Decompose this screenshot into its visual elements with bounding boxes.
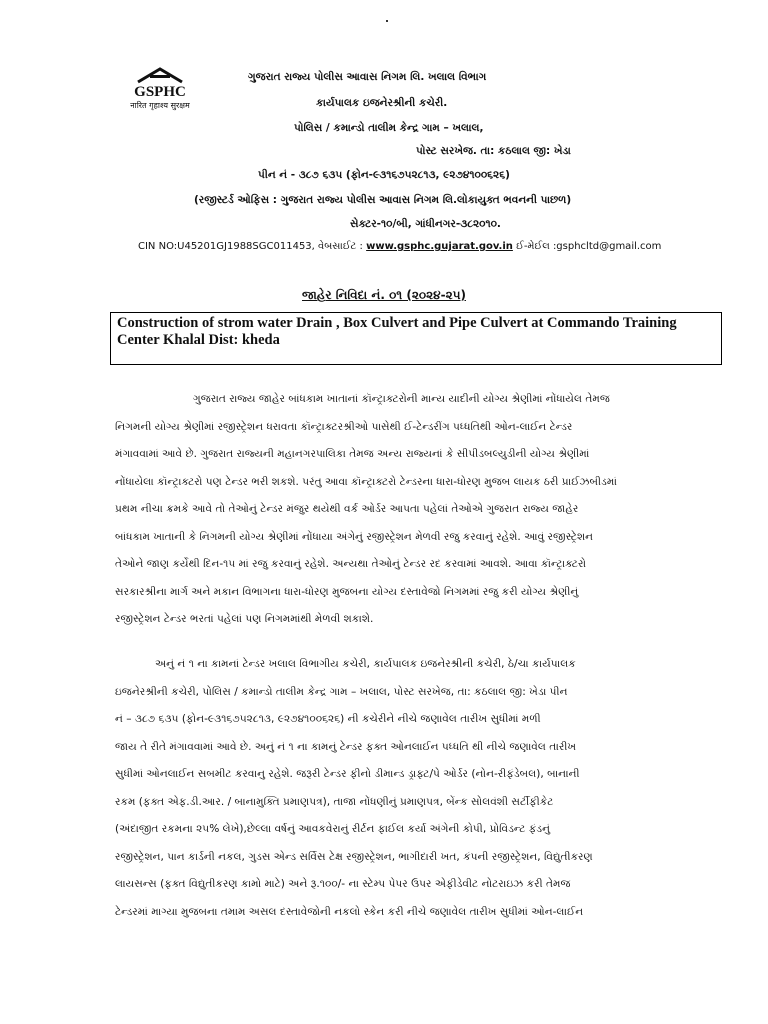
paragraph-line: બાંધકામ ખાતાની કે નિગમની યોગ્ય શ્રેણીમાં નોંધાયા અંગેનું રજીસ્ટ્રેશન મેળવી રજુ કરવાનું રહેશે. આવું રજીસ્ટ્રેશન [115,530,594,543]
gsphc-logo [112,66,208,114]
work-title-box [110,312,722,365]
paragraph-line: નિગમની યોગ્ય શ્રેણીમાં રજીસ્ટ્રેશન ધરાવતા કૉન્ટ્રાક્ટરશ્રીઓ પાસેથી ઈ-ટેન્ડરીંગ પધ્ધતિથી ઓન-લાઈન ટેન્ડર [115,420,573,433]
paragraph-line: ઇજનેરશ્રીની કચેરી, પોલિસ / કમાન્ડો તાલીમ કેન્દ્ર ગામ – ખલાલ, પોસ્ટ સરખેજ, તા: કઠલાલ જી: ખેડા પીન [115,685,568,698]
cin-line [138,241,661,252]
page-dot [386,20,388,22]
paragraph-line: સુધીમાં ઓનલાઈન સબમીટ કરવાનુ રહેશે. જરૂરી ટેન્ડર ફીનો ડીમાન્ડ ડ્રાફ્ટ/પે ઓર્ડર (નોન-રીફંડેબલ), બાનાની [115,768,580,780]
header-office: કાર્યપાલક ઇજનેરશ્રીની કચેરી. [316,97,448,109]
paragraph-eligibility [115,386,653,634]
paragraph-line: નં – ૩૮૭ ૬૩૫ (ફોન-૯૩૧૬૭૫૨૮૧૩, ૯૨૭૪૧૦૦૬૨૬) ની કચેરીને નીચે જણાવેલ તારીખ સુધીમાં મળી [115,713,541,725]
paragraph-line: (અંદાજીત રકમના ૨૫% લેખે),છેલ્લા વર્ષનું આવકવેરાનું રીર્ટન ફાઈલ કર્યા અંગેની કોપી, પ્રોવિડન્ટ ફંડનું [115,823,551,835]
paragraph-submission [115,651,653,926]
logo-tagline: नारित गृहाश्य सुरक्षम [130,101,190,110]
paragraph-line: જાય તે રીતે મંગાવવામાં આવે છે. અનું નં ૧ ના કામનું ટેન્ડર ફક્ત ઓનલાઈન પધ્ધતિ થી નીચે જણાવેલ તારીખ [115,740,577,753]
paragraph-line: મંગાવવામાં આવે છે. ગુજરાત રાજ્યની મહાનગરપાલિકા તેમજ અન્ય રાજ્યનાં કે સીપીડબલ્યુડીની યોગ્ય શ્રેણીમાં [115,448,590,460]
cin-number: CIN NO:U45201GJ1988SGC011453, વેબસાઈટ : [138,241,363,252]
header-org-name: ગુજરાત રાજ્ય પોલીસ આવાસ નિગમ લિ. ખલાલ વિભાગ [248,71,487,83]
paragraph-line: તેઓને જાણ કર્યેથી દિન-૧૫ માં રજુ કરવાનું રહેશે. અન્યથા તેઓનું ટેન્ડર રદ કરવામાં આવશે. આવા કૉન્ટ્રાક્ટરો [115,558,587,570]
paragraph-line: નોંધાયેલા કૉન્ટ્રાક્ટરો પણ ટેન્ડર ભરી શકશે. પરંતુ આવા કૉન્ટ્રાક્ટરો ટેન્ડરના ધારા-ધોરણ મુજબ લાયક ઠરી પ્રાઈઝબીડમાં [115,475,617,488]
work-title-line: Center Khalal Dist: kheda [117,332,280,348]
header-registered-office: (રજીસ્ટર્ડ ઓફિસ : ગુજરાત રાજ્ય પોલીસ આવાસ નિગમ લિ.લોકાયુક્ત ભવનની પાછળ) [194,194,572,206]
logo-text: GSPHC [134,84,186,100]
paragraph-line: રજીસ્ટ્રેશન, પાન કાર્ડની નકલ, ગુડસ એન્ડ સર્વિસ ટેક્ષ રજીસ્ટ્રેશન, ભાગીદારી ખત, કંપની રજીસ્ટ્રેશન, વિદ્યુતીકરણ [115,850,593,863]
paragraph-line: અનું નં ૧ ના કામનાં ટેન્ડર ખલાલ વિભાગીય કચેરી, કાર્યપાલક ઇજનેરશ્રીની કચેરી, ઠે/ચા કાર્યપાલક [155,658,576,670]
header-pin-phone: પીન નં - ૩૮૭ ૬૩૫ (ફોન-૯૩૧૬૭૫૨૮૧૩, ૯૨૭૪૧૦૦૬૨૬) [258,169,510,181]
email-text: ઈ-મેઈલ :gsphcltd@gmail.com [516,241,662,252]
website-link[interactable]: www.gsphc.gujarat.gov.in [366,241,513,252]
paragraph-line: રકમ (ફક્ત એફ.ડી.આર. / બાનામુક્તિ પ્રમાણપત્ર), તાજા નોંધણીનું પ્રમાણપત્ર, બેંન્ક સોલવંશી સર્ટીફીકેટ [115,795,554,808]
paragraph-line: લાયસન્સ (ફક્ત વિદ્યુતીકરણ કામો માટે) અને રૂ.૧૦૦/- ના સ્ટેમ્પ પેપર ઉપર એફીડેવીટ નોટરાઇઝ કરી તેમજ [115,878,571,890]
house-logo-icon [112,66,208,100]
paragraph-line: ગુજરાત રાજ્ય જાહેર બાંધકામ ખાતાનાં કૉન્ટ્રાક્ટરોની માન્ય યાદીની યોગ્ય શ્રેણીમાં નોંધાયેલ તેમજ [193,393,610,405]
paragraph-line: રજીસ્ટ્રેશન ટેન્ડર ભરતાં પહેલાં પણ નિગમમાંથી મેળવી શકાશે. [115,613,374,625]
header-post-line: પોસ્ટ સરખેજ. તા: કઠલાલ જી: ખેડા [416,145,571,157]
paragraph-line: પ્રથમ નીચા ક્રમકે આવે તો તેઓનું ટેન્ડર મંજુર થયેથી વર્ક ઓર્ડર આપતા પહેલાં તેઓએ ગુજરાત રાજ્ય જાહેર [115,503,579,515]
paragraph-line: ટેન્ડરમાં માગ્યા મુજબના તમામ અસલ દસ્તાવેજોની નકલો સ્કેન કરી નીચે જણાવેલ તારીખ સુધીમાં ઓન-લાઈન [115,905,584,918]
header-address-line: પોલિસ / કમાન્ડો તાલીમ કેન્દ્ર ગામ – ખલાલ, [294,122,484,134]
work-title-line: Construction of strom water Drain , Box Culvert and Pipe Culvert at Commando Training [117,315,677,331]
paragraph-line: સરકારશ્રીના માર્ગ અને મકાન વિભાગના ધારા-ધોરણ મુજબના યોગ્ય દસ્તાવેજો નિગમમાં રજુ કરી યોગ્ય શ્રેણીનું [115,585,579,598]
notice-title: જાહેર નિવિદા નં. ૦૧ (૨૦૨૪-૨૫) [302,288,466,302]
header-sector: સેક્ટર-૧૦/બી, ગાંધીનગર-૩૮૨૦૧૦. [350,218,501,230]
